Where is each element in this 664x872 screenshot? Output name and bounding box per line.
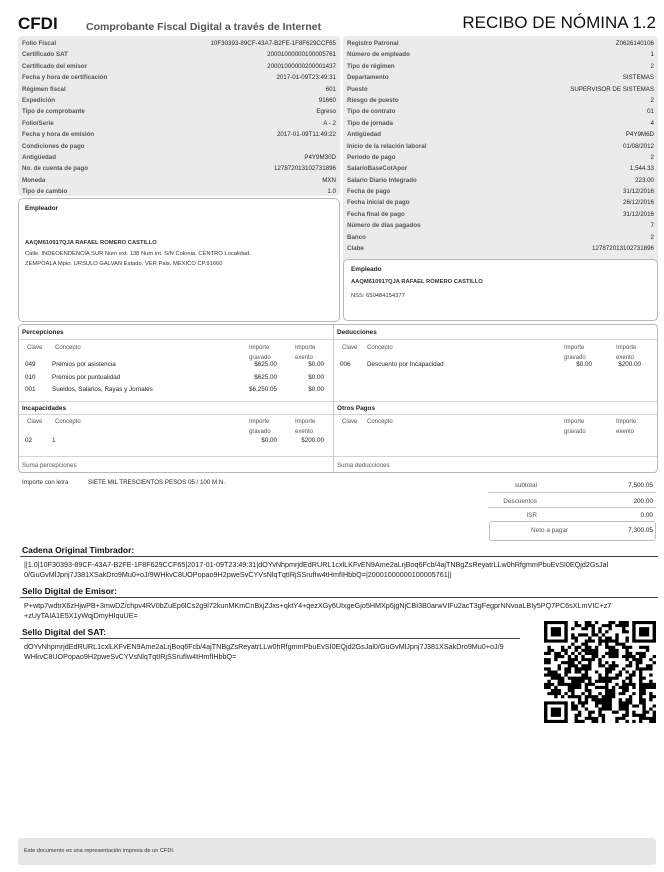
suma-deducciones-label: Suma deducciones bbox=[337, 462, 390, 469]
row-concepto: 1 bbox=[52, 437, 56, 444]
info-row bbox=[347, 118, 654, 129]
info-label: Fecha final de pago bbox=[347, 210, 405, 218]
info-label: Condiciones de pago bbox=[22, 142, 85, 150]
empleado-info-list bbox=[347, 38, 654, 254]
info-value: 01/08/2012 bbox=[623, 142, 654, 150]
percepciones-header-concepto: Concepto bbox=[55, 345, 81, 351]
info-row bbox=[22, 95, 336, 106]
empleado-nss: NSS: 650484154377 bbox=[351, 292, 405, 299]
percepciones-header-exento: Importe exento bbox=[295, 345, 316, 361]
info-value: 2 bbox=[650, 233, 654, 241]
info-row bbox=[22, 129, 336, 140]
info-row bbox=[22, 106, 336, 117]
row-importe-exento: $200.00 bbox=[618, 361, 641, 368]
percepciones-title: Percepciones bbox=[22, 329, 64, 336]
neto-label: Neto a pagar bbox=[531, 527, 568, 534]
info-value: 1.0 bbox=[327, 188, 336, 196]
empleador-address-line2: ZEMPOALA Mpio. URSULO GALVAN Estado. VER Pais. MEXICO CP.91660 bbox=[25, 261, 223, 267]
info-row bbox=[347, 129, 654, 140]
info-value: 4 bbox=[650, 119, 654, 127]
row-concepto: Sueldos, Salarios, Rayas y Jornales bbox=[52, 386, 153, 393]
info-label: Fecha y hora de certificación bbox=[22, 74, 108, 82]
info-row bbox=[347, 95, 654, 106]
info-row bbox=[347, 220, 654, 231]
info-row bbox=[22, 175, 336, 186]
info-row bbox=[22, 38, 336, 49]
info-row bbox=[347, 243, 654, 254]
otros-pagos-header-clave: Clave bbox=[342, 419, 358, 425]
row-clave: 02 bbox=[25, 437, 33, 444]
document-title: RECIBO DE NÓMINA 1.2 bbox=[462, 13, 656, 32]
total-label: subtotal bbox=[514, 482, 537, 489]
cfdi-brand: CFDI bbox=[18, 14, 58, 33]
info-value: 2017-01-09T23:49:31 bbox=[276, 74, 336, 82]
row-importe-gravado: $6,250.05 bbox=[248, 386, 277, 393]
info-value: 20001000000200001437 bbox=[267, 62, 336, 70]
row-importe-exento: $0.00 bbox=[308, 373, 324, 381]
incapacidades-header-exento: Importe exento bbox=[295, 419, 316, 435]
info-value: 2 bbox=[650, 62, 654, 70]
footer-note bbox=[18, 838, 656, 865]
otros-pagos-header-exento: Importe exento bbox=[616, 419, 637, 435]
info-label: Tipo de comprobante bbox=[22, 108, 85, 116]
info-row bbox=[347, 232, 654, 243]
info-value: SISTEMAS bbox=[622, 74, 654, 82]
info-row bbox=[347, 197, 654, 208]
info-value: 2017-01-09T11:49:22 bbox=[276, 131, 336, 139]
info-label: Tipo de jornada bbox=[347, 119, 393, 127]
info-value: 31/12/2016 bbox=[623, 188, 654, 196]
info-value: A - 2 bbox=[323, 119, 336, 127]
empleado-box bbox=[343, 259, 658, 321]
row-importe-gravado: $625.00 bbox=[254, 373, 277, 381]
row-importe-gravado: $625.00 bbox=[254, 361, 277, 368]
empleador-address-line1: Calle. INDEOENDENCIA SUR Num ext. 138 Num int. S/N Colonia. CENTRO Localidad. bbox=[25, 250, 251, 257]
info-label: Folio Fiscal bbox=[22, 40, 57, 47]
sello-sat-text: dOYvNhpmrjdEdRURL1cxlLKFvEN9Ame2aLrjBoq6Fcb/4ajTNBgZsReyatrLLw0hRfgmmPbuEvSI0EQjd2GsJal0/GuGvMlJpnj7J381XSakDro9Mu0+oJ/9WHkvC8UOPopao9H2pweSvCYVsNlqTqtIRjSSrufIw4tHmfIHbbQ= bbox=[24, 642, 504, 661]
info-row bbox=[22, 141, 336, 152]
info-value: 7 bbox=[650, 222, 654, 230]
info-label: Registro Patronal bbox=[347, 40, 399, 47]
info-row bbox=[347, 186, 654, 197]
info-row bbox=[347, 141, 654, 152]
deducciones-header-clave: Clave bbox=[342, 345, 358, 351]
info-value: P4Y9M6D bbox=[625, 131, 654, 139]
info-row bbox=[347, 175, 654, 186]
incapacidades-header-gravado: Importe gravado bbox=[249, 419, 271, 435]
info-row bbox=[347, 84, 654, 95]
info-label: Antigüedad bbox=[22, 153, 57, 161]
cadena-original-title: Cadena Original Timbrador: bbox=[22, 545, 135, 555]
qr-modules bbox=[544, 621, 656, 723]
info-value: 01 bbox=[647, 108, 654, 116]
info-value: Z0626140106 bbox=[615, 40, 654, 47]
row-importe-gravado: $0.00 bbox=[261, 437, 277, 444]
deducciones-header-concepto: Concepto bbox=[367, 345, 393, 351]
qr-code bbox=[544, 621, 656, 723]
row-clave: 049 bbox=[25, 361, 36, 368]
info-value: 127872013102731896 bbox=[274, 165, 336, 173]
info-value: Egreso bbox=[316, 108, 336, 116]
info-row bbox=[347, 209, 654, 220]
info-label: Salario Diario Integrado bbox=[347, 176, 417, 184]
row-clave: 010 bbox=[25, 373, 36, 381]
info-row bbox=[22, 152, 336, 163]
info-label: Certificado del emisor bbox=[22, 62, 87, 70]
row-concepto: Premios por puntualidad bbox=[52, 373, 121, 381]
deducciones-header-exento: Importe exento bbox=[616, 345, 637, 361]
info-row bbox=[347, 61, 654, 72]
info-value: SUPERVISOR DE SISTEMAS bbox=[570, 85, 654, 93]
info-value: MXN bbox=[322, 176, 336, 184]
info-value: 1,544.33 bbox=[629, 165, 654, 173]
info-label: Folio/Serie bbox=[22, 119, 54, 127]
info-label: Régimen fiscal bbox=[22, 85, 66, 93]
info-label: Departamento bbox=[347, 74, 389, 82]
sello-sat-title: Sello Digital del SAT: bbox=[22, 627, 106, 637]
importe-letra-label: Importe con letra bbox=[22, 479, 69, 486]
info-label: Clabe bbox=[347, 245, 364, 253]
suma-percepciones-label: Suma percepciones bbox=[22, 462, 77, 469]
row-clave: 001 bbox=[25, 386, 36, 393]
importe-letra-value: SIETE MIL TRESCIENTOS PESOS 05 / 100 M.N. bbox=[88, 479, 226, 486]
info-value: 127872013102731896 bbox=[592, 245, 654, 253]
info-row bbox=[22, 61, 336, 72]
total-value: 0.00 bbox=[640, 512, 653, 519]
total-value: 200.00 bbox=[633, 498, 653, 505]
info-value: 91660 bbox=[318, 96, 336, 104]
row-importe-exento: $0.00 bbox=[308, 386, 324, 393]
info-row bbox=[22, 84, 336, 95]
empleador-title: Empleador bbox=[25, 205, 59, 212]
empleado-title: Empleado bbox=[351, 266, 382, 273]
info-row bbox=[347, 38, 654, 49]
total-label: ISR bbox=[526, 512, 537, 519]
total-label: Descuentos bbox=[503, 498, 537, 505]
deducciones-header-gravado: Importe gravado bbox=[564, 345, 586, 361]
info-label: Expedición bbox=[22, 96, 56, 104]
percepciones-header-clave: Clave bbox=[27, 345, 43, 351]
info-label: Fecha inicial de pago bbox=[347, 199, 410, 207]
info-label: Riesgo de puesto bbox=[347, 96, 399, 104]
row-importe-exento: $0.00 bbox=[308, 361, 324, 368]
info-label: Antigüedad bbox=[347, 131, 382, 139]
info-value: 10F30393-89CF-43A7-B2FE-1F8F629CCF65 bbox=[210, 40, 336, 47]
row-concepto: Descuento por Incapacidad bbox=[367, 361, 444, 368]
info-value: P4Y9M30D bbox=[304, 153, 336, 161]
row-clave: 006 bbox=[340, 361, 351, 368]
incapacidades-header-clave: Clave bbox=[27, 419, 43, 425]
info-label: Inicio de la relación laboral bbox=[347, 142, 427, 150]
comprobante-info-panel bbox=[18, 36, 340, 196]
info-value: 1 bbox=[650, 51, 654, 59]
info-value: 2 bbox=[650, 96, 654, 104]
info-value: 601 bbox=[325, 85, 336, 93]
incapacidades-title: Incapacidades bbox=[22, 405, 67, 412]
info-value: 26/12/2016 bbox=[623, 199, 654, 207]
info-label: Número de empleado bbox=[347, 51, 410, 59]
neto-a-pagar-box bbox=[489, 521, 656, 541]
info-label: Tipo de contrato bbox=[347, 108, 396, 116]
info-label: Certificado SAT bbox=[22, 51, 68, 59]
info-label: No. de cuenta de pago bbox=[22, 165, 89, 173]
info-row bbox=[347, 106, 654, 117]
info-row bbox=[22, 118, 336, 129]
info-row bbox=[22, 163, 336, 174]
empleado-name: AAQM610917QJA RAFAEL ROMERO CASTILLO bbox=[351, 279, 483, 285]
info-label: Fecha y hora de emisión bbox=[22, 131, 95, 139]
info-value: 20001000000100005761 bbox=[267, 51, 336, 59]
info-label: Periodo de pago bbox=[347, 153, 396, 161]
percepciones-header-gravado: Importe gravado bbox=[249, 345, 271, 361]
empleador-name: AAQM610917QJA RAFAEL ROMERO CASTILLO bbox=[25, 240, 157, 246]
info-row bbox=[347, 49, 654, 60]
sello-emisor-text: P+wtp7wdtrX6zHjwPB+3mwDZ/chpv4RV0bZuEp6lCs2g9l72kunMKmCnBxjZJxs+qktY4+qezXGy6UIxgeGjo5HMXp6jgNjCBI3B0arwVIFu2acT3gFegprNNvoaLBIy5PQ7PC6sXLmVIC+z7+zUyTAIA1E5X1yWqjDmyHIquUE= bbox=[24, 601, 612, 620]
info-value: 2 bbox=[650, 153, 654, 161]
info-label: Fecha de pago bbox=[347, 188, 391, 196]
info-value: 31/12/2016 bbox=[623, 210, 654, 218]
footer-text: Este documento es una representación impresa de un CFDI. bbox=[24, 848, 175, 854]
info-value: 223.00 bbox=[635, 176, 654, 184]
info-label: Moneda bbox=[22, 176, 46, 184]
row-importe-exento: $200.00 bbox=[301, 437, 324, 444]
info-label: Tipo de régimen bbox=[347, 62, 395, 70]
info-label: Tipo de cambio bbox=[22, 188, 68, 196]
neto-value: 7,300.05 bbox=[628, 527, 653, 534]
info-row bbox=[22, 186, 336, 197]
info-label: Número de días pagados bbox=[347, 222, 421, 230]
info-row bbox=[22, 49, 336, 60]
total-row bbox=[490, 480, 655, 492]
sello-emisor-title: Sello Digital de Emisor: bbox=[22, 586, 117, 596]
comprobante-info-list bbox=[22, 38, 336, 197]
empleador-box bbox=[18, 198, 340, 322]
header-subtitle: Comprobante Fiscal Digital a través de Internet bbox=[86, 21, 322, 33]
total-value: 7,500.05 bbox=[628, 482, 653, 489]
deducciones-title: Deducciones bbox=[337, 329, 377, 336]
incapacidades-header-concepto: Concepto bbox=[55, 419, 81, 425]
otros-pagos-title: Otros Pagos bbox=[337, 405, 375, 412]
cadena-original-text: ||1.0|10F30393-89CF-43A7-B2FE-1F8F629CCF65|2017-01-09T23:49:31|dOYvNhpmrjdEdRURL1cxlLKFvEN9Ame2aLrjBoq6Fcb/4ajTNBgZsReyatrLLw0hRfgmmPbuEvSI0EQjd2GsJal0/GuGvMlJpnj7J381XSakDro9Mu0+oJ/9WHkvC8UOPopao9H2pweSvCYVsNlqTqtIRjSSrufIw4tHmfIHbbQ=|20001000000100005761|| bbox=[24, 560, 609, 579]
info-row bbox=[347, 152, 654, 163]
info-label: SalarioBaseCotApor bbox=[347, 165, 408, 173]
otros-pagos-header-gravado: Importe gravado bbox=[564, 419, 586, 435]
info-row bbox=[22, 72, 336, 83]
info-label: Banco bbox=[347, 233, 366, 241]
info-label: Puesto bbox=[347, 85, 368, 93]
row-concepto: Premios por asistencia bbox=[52, 361, 116, 368]
info-row bbox=[347, 72, 654, 83]
conceptos-table bbox=[18, 324, 658, 473]
otros-pagos-header-concepto: Concepto bbox=[367, 419, 393, 425]
row-importe-gravado: $0.00 bbox=[576, 361, 592, 368]
info-row bbox=[347, 163, 654, 174]
